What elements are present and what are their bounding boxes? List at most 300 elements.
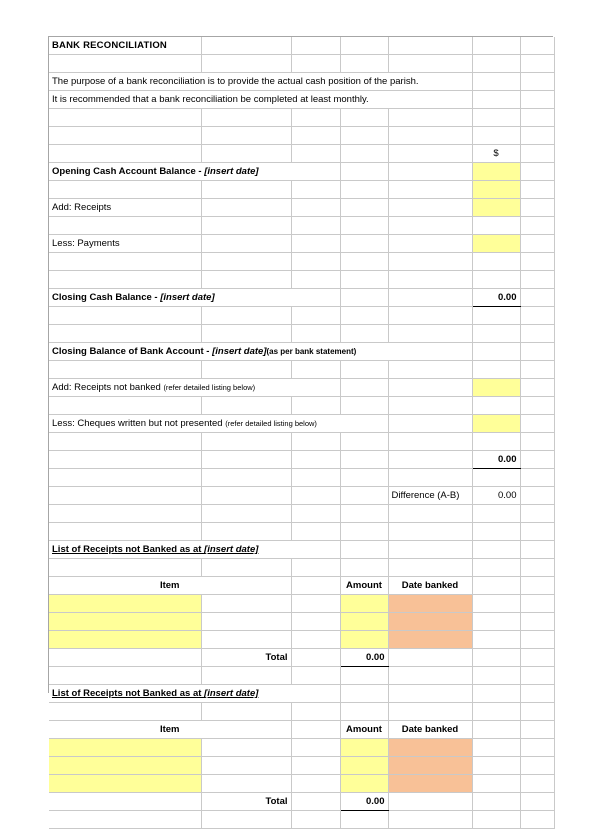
cell[interactable]	[388, 523, 472, 541]
table-row	[49, 595, 554, 613]
cell[interactable]	[49, 523, 201, 541]
cell[interactable]	[201, 397, 291, 415]
cell[interactable]	[520, 757, 554, 775]
cell[interactable]	[201, 667, 291, 685]
cell[interactable]	[291, 451, 340, 469]
cell[interactable]	[520, 307, 554, 325]
cell[interactable]	[472, 613, 520, 631]
table-row	[49, 541, 554, 559]
cell[interactable]	[340, 199, 388, 217]
cell[interactable]	[520, 91, 554, 109]
cell[interactable]	[340, 127, 388, 145]
cell[interactable]	[472, 541, 520, 559]
cell[interactable]	[472, 217, 520, 235]
cell[interactable]	[520, 649, 554, 667]
cell[interactable]	[520, 235, 554, 253]
cell[interactable]	[291, 145, 340, 163]
add-not-banked-input[interactable]	[472, 379, 520, 397]
listing-2-amount-input[interactable]	[340, 739, 388, 757]
cell[interactable]	[388, 415, 472, 433]
cell[interactable]	[201, 505, 291, 523]
cell[interactable]	[520, 127, 554, 145]
cell[interactable]	[201, 469, 291, 487]
cell[interactable]	[520, 55, 554, 73]
cell[interactable]	[340, 289, 388, 307]
cell[interactable]	[520, 739, 554, 757]
cell[interactable]	[291, 433, 340, 451]
cell[interactable]	[520, 667, 554, 685]
cell[interactable]	[520, 325, 554, 343]
cell[interactable]	[388, 685, 472, 703]
listing-2-total-label: Total	[201, 793, 291, 811]
cell[interactable]	[340, 37, 388, 55]
cell[interactable]	[201, 55, 291, 73]
table-row	[49, 325, 554, 343]
cell[interactable]	[472, 757, 520, 775]
difference-value: 0.00	[472, 487, 520, 505]
cell[interactable]	[291, 757, 340, 775]
listing-2-date-input[interactable]	[388, 739, 472, 757]
cell[interactable]	[49, 217, 201, 235]
cell[interactable]	[49, 271, 201, 289]
cell[interactable]	[520, 343, 554, 361]
cell[interactable]	[472, 811, 520, 829]
closing-cash-text: Closing Cash Balance -	[52, 292, 161, 303]
table-row	[49, 145, 554, 163]
add-receipts-input[interactable]	[472, 199, 520, 217]
cell[interactable]	[388, 325, 472, 343]
cell[interactable]	[340, 271, 388, 289]
cell[interactable]	[201, 217, 291, 235]
cell[interactable]	[49, 361, 201, 379]
cell[interactable]	[49, 109, 201, 127]
cell[interactable]	[472, 667, 520, 685]
cell[interactable]	[388, 37, 472, 55]
listing-1-item-input[interactable]	[49, 613, 201, 631]
cell[interactable]	[201, 595, 291, 613]
cell[interactable]	[388, 397, 472, 415]
cell[interactable]	[291, 199, 340, 217]
cell[interactable]	[291, 793, 340, 811]
cell[interactable]	[49, 433, 201, 451]
cell[interactable]	[340, 811, 388, 829]
cell[interactable]	[340, 487, 388, 505]
cell[interactable]	[291, 631, 340, 649]
cell[interactable]	[291, 307, 340, 325]
cell[interactable]	[340, 559, 388, 577]
listing-2-date-input[interactable]	[388, 757, 472, 775]
cell[interactable]	[49, 703, 201, 721]
cell[interactable]	[291, 487, 340, 505]
cell[interactable]	[520, 505, 554, 523]
cell[interactable]	[388, 289, 472, 307]
cell[interactable]	[201, 145, 291, 163]
cell[interactable]	[388, 703, 472, 721]
cell[interactable]	[388, 469, 472, 487]
table-row	[49, 343, 554, 361]
closing-cash-label	[49, 289, 340, 307]
cell[interactable]	[291, 649, 340, 667]
cell[interactable]	[49, 667, 201, 685]
cell[interactable]	[520, 469, 554, 487]
cell[interactable]	[520, 433, 554, 451]
cell[interactable]	[201, 811, 291, 829]
cell[interactable]	[340, 55, 388, 73]
cell[interactable]	[291, 253, 340, 271]
cell[interactable]	[340, 307, 388, 325]
cell[interactable]	[49, 253, 201, 271]
listing-1-total-label: Total	[201, 649, 291, 667]
table-row	[49, 415, 554, 433]
cell[interactable]	[388, 217, 472, 235]
add-not-banked-label	[49, 379, 340, 397]
cell[interactable]	[201, 487, 291, 505]
cell[interactable]	[472, 343, 520, 361]
cell[interactable]	[520, 451, 554, 469]
less-payments-input[interactable]	[472, 235, 520, 253]
cell[interactable]	[388, 127, 472, 145]
cell[interactable]	[520, 613, 554, 631]
less-payments-label: Less: Payments	[49, 235, 201, 253]
cell[interactable]	[388, 793, 472, 811]
table-row	[49, 505, 554, 523]
cell[interactable]	[291, 775, 340, 793]
cell[interactable]	[201, 757, 291, 775]
cell[interactable]	[201, 559, 291, 577]
cell[interactable]	[201, 775, 291, 793]
cell[interactable]	[291, 505, 340, 523]
cell[interactable]	[388, 199, 472, 217]
cell[interactable]	[388, 361, 472, 379]
listing-1-amount-input[interactable]	[340, 613, 388, 631]
listing-1-date-input[interactable]	[388, 595, 472, 613]
cell[interactable]	[201, 253, 291, 271]
cell[interactable]	[520, 145, 554, 163]
cell[interactable]	[520, 397, 554, 415]
table-row	[49, 703, 554, 721]
cell[interactable]	[340, 433, 388, 451]
cell[interactable]	[49, 649, 201, 667]
cell[interactable]	[340, 667, 388, 685]
cell[interactable]	[520, 775, 554, 793]
cell[interactable]	[201, 739, 291, 757]
cell[interactable]	[472, 649, 520, 667]
cell[interactable]	[520, 559, 554, 577]
cell[interactable]	[520, 289, 554, 307]
cell[interactable]	[388, 505, 472, 523]
cell[interactable]	[291, 559, 340, 577]
cell[interactable]	[291, 667, 340, 685]
table-row	[49, 523, 554, 541]
cell[interactable]	[340, 703, 388, 721]
cell[interactable]	[340, 505, 388, 523]
cell[interactable]	[520, 199, 554, 217]
cell[interactable]	[201, 181, 291, 199]
cell[interactable]	[520, 541, 554, 559]
cell[interactable]	[340, 451, 388, 469]
cell[interactable]	[520, 811, 554, 829]
table-row	[49, 469, 554, 487]
cell[interactable]	[388, 235, 472, 253]
cell[interactable]	[340, 523, 388, 541]
cell[interactable]	[49, 307, 201, 325]
cell[interactable]	[472, 433, 520, 451]
cell[interactable]	[520, 703, 554, 721]
cell[interactable]	[291, 127, 340, 145]
cell[interactable]	[340, 397, 388, 415]
cell[interactable]	[201, 127, 291, 145]
table-row	[49, 199, 554, 217]
add-not-banked-text: Add: Receipts not banked	[52, 382, 164, 393]
cell[interactable]	[472, 703, 520, 721]
cell[interactable]	[201, 451, 291, 469]
cell[interactable]	[388, 667, 472, 685]
cell[interactable]	[472, 55, 520, 73]
cell[interactable]	[520, 595, 554, 613]
cell[interactable]	[388, 433, 472, 451]
cell[interactable]	[472, 307, 520, 325]
cell[interactable]	[49, 181, 201, 199]
cell[interactable]	[291, 595, 340, 613]
listing-2-item-input[interactable]	[49, 757, 201, 775]
cell[interactable]	[520, 379, 554, 397]
cell[interactable]	[472, 127, 520, 145]
cell[interactable]	[49, 469, 201, 487]
table-row	[49, 397, 554, 415]
table-row	[49, 109, 554, 127]
cell[interactable]	[340, 253, 388, 271]
cell[interactable]	[520, 73, 554, 91]
cell[interactable]	[291, 523, 340, 541]
listing-1-item-input[interactable]	[49, 595, 201, 613]
cell[interactable]	[388, 163, 472, 181]
cell[interactable]	[201, 109, 291, 127]
opening-balance-date: [insert date]	[204, 166, 259, 177]
cell[interactable]	[520, 163, 554, 181]
cell[interactable]	[201, 703, 291, 721]
cell[interactable]	[472, 595, 520, 613]
cell[interactable]	[520, 487, 554, 505]
table-row	[49, 253, 554, 271]
cell[interactable]	[49, 145, 201, 163]
cell[interactable]	[49, 505, 201, 523]
cell[interactable]	[472, 397, 520, 415]
cell[interactable]	[388, 649, 472, 667]
listing-1-col-item: Item	[49, 577, 291, 595]
cell[interactable]	[291, 397, 340, 415]
cell[interactable]	[340, 325, 388, 343]
table-row	[49, 163, 554, 181]
cell[interactable]	[520, 793, 554, 811]
listing-2-item-input[interactable]	[49, 775, 201, 793]
cell[interactable]	[340, 541, 388, 559]
cell[interactable]	[520, 685, 554, 703]
listing-2-col-item: Item	[49, 721, 291, 739]
cell[interactable]	[340, 109, 388, 127]
cell[interactable]	[291, 469, 340, 487]
cell[interactable]	[340, 145, 388, 163]
cell[interactable]	[472, 793, 520, 811]
cell[interactable]	[291, 577, 340, 595]
table-row	[49, 55, 554, 73]
cell[interactable]	[520, 577, 554, 595]
cell[interactable]	[201, 307, 291, 325]
cell[interactable]	[472, 91, 520, 109]
cell[interactable]	[340, 469, 388, 487]
add-receipts-label: Add: Receipts	[49, 199, 201, 217]
closing-cash-value: 0.00	[472, 289, 520, 307]
cell[interactable]	[472, 469, 520, 487]
table-row	[49, 73, 554, 91]
closing-bank-date: [insert date]	[212, 346, 267, 357]
opening-balance-text: Opening Cash Account Balance -	[52, 166, 205, 177]
cell[interactable]	[388, 379, 472, 397]
cell[interactable]	[472, 271, 520, 289]
table-row	[49, 613, 554, 631]
cell[interactable]	[291, 811, 340, 829]
cell[interactable]	[291, 325, 340, 343]
cell[interactable]	[49, 55, 201, 73]
listing-heading-2-date: [insert date]	[204, 688, 259, 699]
cell[interactable]	[472, 739, 520, 757]
cell[interactable]	[472, 37, 520, 55]
cell[interactable]	[472, 253, 520, 271]
cell[interactable]	[520, 631, 554, 649]
listing-1-date-input[interactable]	[388, 631, 472, 649]
cell[interactable]	[49, 559, 201, 577]
cell[interactable]	[472, 559, 520, 577]
cell[interactable]	[388, 541, 472, 559]
cell[interactable]	[49, 793, 201, 811]
cell[interactable]	[520, 109, 554, 127]
cell[interactable]	[49, 325, 201, 343]
listing-1-col-amount: Amount	[340, 577, 388, 595]
cell[interactable]	[340, 181, 388, 199]
cell[interactable]	[201, 613, 291, 631]
opening-balance-input[interactable]	[472, 163, 520, 181]
cell[interactable]	[49, 811, 201, 829]
cell[interactable]	[201, 433, 291, 451]
cell[interactable]	[340, 163, 388, 181]
cell[interactable]	[340, 235, 388, 253]
listing-2-amount-input[interactable]	[340, 757, 388, 775]
cell[interactable]	[520, 271, 554, 289]
table-row	[49, 433, 554, 451]
cell[interactable]	[388, 559, 472, 577]
cell[interactable]	[201, 235, 291, 253]
cell[interactable]	[201, 37, 291, 55]
cell[interactable]	[472, 775, 520, 793]
cell[interactable]	[291, 613, 340, 631]
table-row	[49, 235, 554, 253]
cell[interactable]	[388, 109, 472, 127]
cell[interactable]	[291, 181, 340, 199]
blank-input[interactable]	[472, 181, 520, 199]
cell[interactable]	[340, 685, 388, 703]
cell[interactable]	[291, 739, 340, 757]
listing-2-item-input[interactable]	[49, 739, 201, 757]
listing-2-date-input[interactable]	[388, 775, 472, 793]
table-row	[49, 577, 554, 595]
cell[interactable]	[291, 235, 340, 253]
cell[interactable]	[291, 109, 340, 127]
cell[interactable]	[472, 325, 520, 343]
table-row	[49, 649, 554, 667]
cell[interactable]	[388, 145, 472, 163]
less-cheques-note: (refer detailed listing below)	[225, 419, 317, 428]
cell[interactable]	[520, 217, 554, 235]
less-cheques-input[interactable]	[472, 415, 520, 433]
listing-1-item-input[interactable]	[49, 631, 201, 649]
cell[interactable]	[388, 181, 472, 199]
cell[interactable]	[49, 127, 201, 145]
table-row	[49, 811, 554, 829]
cell[interactable]	[472, 523, 520, 541]
listing-1-amount-input[interactable]	[340, 631, 388, 649]
cell[interactable]	[472, 109, 520, 127]
cell[interactable]	[472, 73, 520, 91]
cell[interactable]	[340, 379, 388, 397]
cell[interactable]	[291, 217, 340, 235]
cell[interactable]	[201, 631, 291, 649]
cell[interactable]	[291, 55, 340, 73]
closing-cash-date: [insert date]	[160, 292, 215, 303]
cell[interactable]	[520, 523, 554, 541]
cell[interactable]	[520, 415, 554, 433]
cell[interactable]	[49, 397, 201, 415]
cell[interactable]	[472, 577, 520, 595]
cell[interactable]	[520, 361, 554, 379]
cell[interactable]	[388, 271, 472, 289]
cell[interactable]	[388, 811, 472, 829]
table-row	[49, 757, 554, 775]
cell[interactable]	[49, 451, 201, 469]
listing-1-col-date-banked: Date banked	[388, 577, 472, 595]
cell[interactable]	[49, 487, 201, 505]
cell[interactable]	[472, 685, 520, 703]
table-row	[49, 667, 554, 685]
cell[interactable]	[388, 307, 472, 325]
cell[interactable]	[520, 181, 554, 199]
cell[interactable]	[201, 523, 291, 541]
cell[interactable]	[201, 361, 291, 379]
listing-2-amount-input[interactable]	[340, 775, 388, 793]
cell[interactable]	[472, 631, 520, 649]
listing-heading-2	[49, 685, 340, 703]
cell[interactable]	[291, 37, 340, 55]
cell[interactable]	[520, 253, 554, 271]
cell[interactable]	[388, 451, 472, 469]
listing-2-col-amount: Amount	[340, 721, 388, 739]
cell[interactable]	[340, 361, 388, 379]
listing-1-date-input[interactable]	[388, 613, 472, 631]
cell[interactable]	[388, 253, 472, 271]
table-row	[49, 361, 554, 379]
cell[interactable]	[340, 217, 388, 235]
cell[interactable]	[201, 199, 291, 217]
cell[interactable]	[291, 703, 340, 721]
cell[interactable]	[388, 55, 472, 73]
listing-2-col-date-banked: Date banked	[388, 721, 472, 739]
listing-1-amount-input[interactable]	[340, 595, 388, 613]
cell[interactable]	[201, 271, 291, 289]
cell[interactable]	[291, 361, 340, 379]
cell[interactable]	[472, 361, 520, 379]
cell[interactable]	[201, 325, 291, 343]
cell[interactable]	[472, 505, 520, 523]
cell[interactable]	[291, 271, 340, 289]
cell[interactable]	[520, 37, 554, 55]
